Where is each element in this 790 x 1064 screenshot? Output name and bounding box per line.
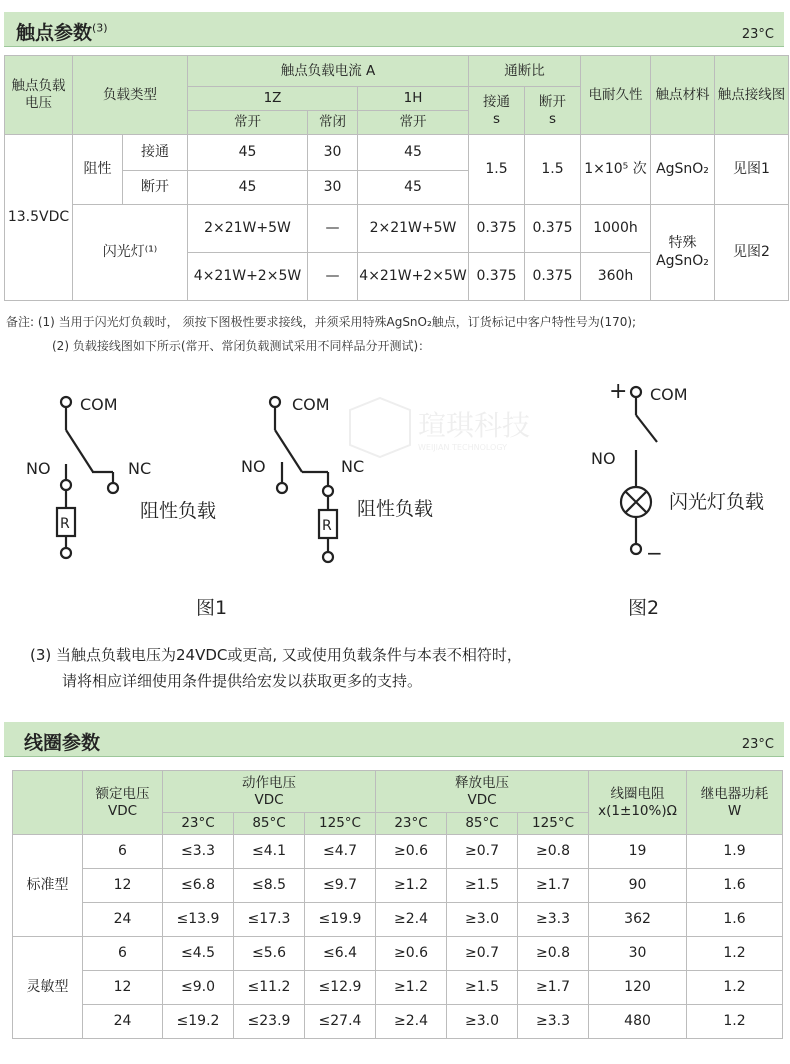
cell: — bbox=[308, 205, 358, 253]
cell: 45 bbox=[188, 171, 308, 205]
table-row bbox=[13, 835, 783, 869]
cell: ≥3.0 bbox=[447, 903, 518, 937]
resistive-wiring: 见图1 bbox=[715, 135, 789, 205]
cell: ≤27.4 bbox=[305, 1005, 376, 1039]
cell: 0.375 bbox=[469, 253, 525, 301]
header-off-s-text: 断开 s bbox=[539, 93, 566, 127]
header-rated-text: 额定电压 bbox=[95, 785, 150, 802]
cell: ≥1.5 bbox=[447, 869, 518, 903]
header-rated bbox=[83, 771, 163, 835]
title-text: 触点参数 bbox=[16, 22, 93, 44]
header-pickup-text: 动作电压 bbox=[242, 774, 296, 791]
cell: ≤12.9 bbox=[305, 971, 376, 1005]
cell: ≤9.7 bbox=[305, 869, 376, 903]
contact-params-header bbox=[4, 12, 784, 47]
table-row bbox=[13, 937, 783, 971]
cell: 45 bbox=[358, 171, 469, 205]
label-no-c: NO bbox=[591, 449, 616, 468]
header-pickup-23: 23°C bbox=[163, 813, 234, 835]
header-resistance-text: 线圈电阻 bbox=[610, 785, 665, 802]
cell: ≥0.8 bbox=[518, 835, 589, 869]
cell: 30 bbox=[308, 135, 358, 171]
cell: ≥3.3 bbox=[518, 903, 589, 937]
label-nc-b: NC bbox=[341, 457, 365, 476]
cell: 30 bbox=[589, 937, 687, 971]
label-r-b: R bbox=[322, 518, 332, 534]
label-r-a: R bbox=[60, 516, 70, 532]
cell: 1.2 bbox=[687, 971, 783, 1005]
note-2: (2) 负载接线图如下所示(常开、常闭负载测试采用不同样品分开测试)： bbox=[52, 339, 431, 353]
cell: 0.375 bbox=[525, 253, 581, 301]
watermark-cn: 瑄琪科技 bbox=[418, 409, 531, 442]
cell: ≥1.7 bbox=[518, 971, 589, 1005]
resistive-life: 1×10⁵ 次 bbox=[581, 135, 651, 205]
wiring-diagrams bbox=[0, 360, 790, 630]
cell: 24 bbox=[83, 1005, 163, 1039]
cell: ≥0.6 bbox=[376, 835, 447, 869]
header-material: 触点材料 bbox=[651, 56, 715, 135]
header-ratio: 通断比 bbox=[469, 56, 581, 87]
label-resistive-a: 阻性负载 bbox=[140, 500, 217, 522]
temperature-label-2: 23°C bbox=[741, 737, 774, 752]
flasher-material-1: 特殊 bbox=[668, 235, 697, 251]
temperature-label: 23°C bbox=[741, 27, 774, 42]
cell: 24 bbox=[83, 903, 163, 937]
cell: ≥1.5 bbox=[447, 971, 518, 1005]
figure-1-label: 图1 bbox=[196, 597, 228, 619]
cell: ≥1.2 bbox=[376, 971, 447, 1005]
header-power-unit: W bbox=[727, 802, 742, 819]
cell: 1.2 bbox=[687, 937, 783, 971]
label-nc-a: NC bbox=[128, 459, 152, 478]
resistive-ratio-on: 1.5 bbox=[469, 135, 525, 205]
table-row bbox=[13, 869, 783, 903]
watermark-en: WEIJIAN TECHNOLOGY bbox=[418, 443, 508, 452]
cell: 12 bbox=[83, 971, 163, 1005]
notes bbox=[6, 310, 636, 358]
cell: ≥0.7 bbox=[447, 937, 518, 971]
header-1h: 1H bbox=[358, 87, 469, 111]
cell: 12 bbox=[83, 869, 163, 903]
title-sup: (3) bbox=[92, 21, 108, 35]
figure-2-label: 图2 bbox=[628, 597, 660, 619]
header-release bbox=[376, 771, 589, 813]
cell: ≥1.7 bbox=[518, 869, 589, 903]
header-1z: 1Z bbox=[188, 87, 358, 111]
header-current: 触点负载电流 A bbox=[188, 56, 469, 87]
header-empty bbox=[13, 771, 83, 835]
cell: 480 bbox=[589, 1005, 687, 1039]
cell: ≥3.0 bbox=[447, 1005, 518, 1039]
header-resistance-unit: x(1±10%)Ω bbox=[598, 802, 677, 819]
diagram-c-lines bbox=[621, 387, 657, 554]
header-pickup bbox=[163, 771, 376, 813]
header-on-s bbox=[469, 87, 525, 135]
cell: 1000h bbox=[581, 205, 651, 253]
section-title-2: 线圈参数 bbox=[24, 732, 101, 754]
coil-table-body bbox=[13, 835, 783, 1039]
cell: ≤17.3 bbox=[234, 903, 305, 937]
cell: ≥0.8 bbox=[518, 937, 589, 971]
cell: ≥2.4 bbox=[376, 1005, 447, 1039]
cell: ≥0.7 bbox=[447, 835, 518, 869]
label-flasher: 闪光灯负载 bbox=[669, 491, 765, 513]
cell: 90 bbox=[589, 869, 687, 903]
flasher-wiring: 见图2 bbox=[715, 205, 789, 301]
coil-params-table bbox=[12, 770, 783, 1039]
resistive-label: 阻性 bbox=[73, 135, 123, 205]
cell: 360h bbox=[581, 253, 651, 301]
label-com-a: COM bbox=[80, 395, 118, 414]
flasher-label: 闪光灯⁽¹⁾ bbox=[73, 205, 188, 301]
cell: — bbox=[308, 253, 358, 301]
header-release-unit: VDC bbox=[467, 791, 497, 808]
coil-params-header bbox=[4, 722, 784, 757]
cell: 362 bbox=[589, 903, 687, 937]
header-1z-nc: 常闭 bbox=[308, 111, 358, 135]
header-release-text: 释放电压 bbox=[455, 774, 510, 791]
cell: ≤19.9 bbox=[305, 903, 376, 937]
cell: 1.9 bbox=[687, 835, 783, 869]
cell: ≥1.2 bbox=[376, 869, 447, 903]
cell: 0.375 bbox=[469, 205, 525, 253]
watermark bbox=[350, 398, 530, 457]
note-3-line-1: (3) 当触点负载电压为24VDC或更高, 又或使用负载条件与本表不相符时， bbox=[30, 646, 522, 664]
label-resistive-b: 阻性负载 bbox=[357, 498, 434, 520]
label-minus: − bbox=[646, 541, 663, 565]
resistive-material: AgSnO₂ bbox=[651, 135, 715, 205]
contact-params-table bbox=[4, 55, 789, 301]
section-title bbox=[16, 18, 108, 45]
cell: ≤9.0 bbox=[163, 971, 234, 1005]
cell: ≤4.7 bbox=[305, 835, 376, 869]
cell: ≤5.6 bbox=[234, 937, 305, 971]
header-release-125: 125°C bbox=[518, 813, 589, 835]
label-no-a: NO bbox=[26, 459, 51, 478]
label-com-c: COM bbox=[650, 385, 688, 404]
cell: 1.2 bbox=[687, 1005, 783, 1039]
header-rated-unit: VDC bbox=[107, 802, 138, 819]
header-release-23: 23°C bbox=[376, 813, 447, 835]
label-com-b: COM bbox=[292, 395, 330, 414]
note-3-line-2: 请将相应详细使用条件提供给宏发以获取更多的支持。 bbox=[62, 672, 423, 690]
cell: 4×21W+2×5W bbox=[188, 253, 308, 301]
cell: 2×21W+5W bbox=[188, 205, 308, 253]
cell: 6 bbox=[83, 835, 163, 869]
cell: ≤11.2 bbox=[234, 971, 305, 1005]
label-no-b: NO bbox=[241, 457, 266, 476]
cell: 45 bbox=[188, 135, 308, 171]
header-off-s bbox=[525, 87, 581, 135]
cell: 120 bbox=[589, 971, 687, 1005]
header-load-type: 负载类型 bbox=[73, 56, 188, 135]
cell: ≤4.1 bbox=[234, 835, 305, 869]
group-label: 灵敏型 bbox=[13, 937, 83, 1039]
resistive-ratio-off: 1.5 bbox=[525, 135, 581, 205]
header-release-85: 85°C bbox=[447, 813, 518, 835]
table-row bbox=[13, 971, 783, 1005]
note-1: 备注: (1) 当用于闪光灯负载时， 须按下图极性要求接线，并须采用特殊AgSnO₂触点，订货标记中客户特性号为(170); bbox=[6, 315, 637, 329]
cell: ≤6.8 bbox=[163, 869, 234, 903]
cell: ≤6.4 bbox=[305, 937, 376, 971]
cell: ≤4.5 bbox=[163, 937, 234, 971]
cell: ≤23.9 bbox=[234, 1005, 305, 1039]
cell: ≥2.4 bbox=[376, 903, 447, 937]
cell: ≤19.2 bbox=[163, 1005, 234, 1039]
flasher-material bbox=[651, 205, 715, 301]
label-plus: + bbox=[609, 379, 628, 404]
diagram-b-lines bbox=[270, 397, 337, 562]
cell: ≥0.6 bbox=[376, 937, 447, 971]
flasher-material-2: AgSnO₂ bbox=[656, 252, 709, 269]
resistive-make-label: 接通 bbox=[123, 135, 188, 171]
cell: ≤13.9 bbox=[163, 903, 234, 937]
header-voltage-text: 触点负载电压 bbox=[11, 78, 66, 111]
note-3 bbox=[30, 642, 522, 694]
table-row bbox=[13, 903, 783, 937]
header-pickup-125: 125°C bbox=[305, 813, 376, 835]
cell: ≤8.5 bbox=[234, 869, 305, 903]
resistive-break-label: 断开 bbox=[123, 171, 188, 205]
cell: 45 bbox=[358, 135, 469, 171]
header-voltage bbox=[5, 56, 73, 135]
header-pickup-85: 85°C bbox=[234, 813, 305, 835]
header-on-s-text: 接通 s bbox=[483, 93, 510, 127]
header-power-text: 继电器功耗 bbox=[700, 785, 769, 802]
cell: 1.6 bbox=[687, 869, 783, 903]
cell: ≤3.3 bbox=[163, 835, 234, 869]
header-pickup-unit: VDC bbox=[254, 791, 284, 808]
header-life: 电耐久性 bbox=[581, 56, 651, 135]
cell: 0.375 bbox=[525, 205, 581, 253]
header-1z-no: 常开 bbox=[188, 111, 308, 135]
cell: 30 bbox=[308, 171, 358, 205]
cell: 1.6 bbox=[687, 903, 783, 937]
cell: 19 bbox=[589, 835, 687, 869]
cell: 2×21W+5W bbox=[358, 205, 469, 253]
table-row bbox=[13, 1005, 783, 1039]
header-resistance bbox=[589, 771, 687, 835]
cell: 6 bbox=[83, 937, 163, 971]
cell: ≥3.3 bbox=[518, 1005, 589, 1039]
header-wiring: 触点接线图 bbox=[715, 56, 789, 135]
diagram-a-lines bbox=[57, 397, 118, 558]
voltage-value: 13.5VDC bbox=[5, 135, 73, 301]
header-power bbox=[687, 771, 783, 835]
cell: 4×21W+2×5W bbox=[358, 253, 469, 301]
header-1h-no: 常开 bbox=[358, 111, 469, 135]
group-label: 标准型 bbox=[13, 835, 83, 937]
